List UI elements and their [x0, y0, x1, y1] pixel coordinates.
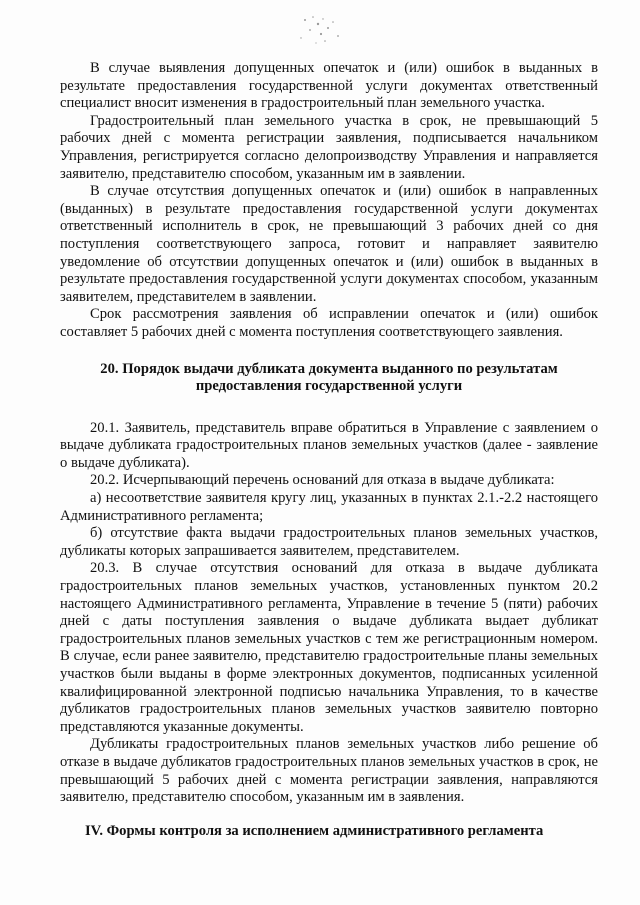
paragraph-20-1: 20.1. Заявитель, представитель вправе обратиться в Управление с заявлением о выдаче дубликата градостроительных планов земельных участков (далее - заявление о выдаче дубликата).	[60, 419, 598, 471]
paragraph-correction-changes: В случае выявления допущенных опечаток и (или) ошибок в выданных в результате предоставления государственной услуги документах ответственный специалист вносит изменения в градостроительный план земельного участка.	[60, 60, 598, 112]
scan-noise-mark	[283, 8, 358, 58]
paragraph-20-2-b: б) отсутствие факта выдачи градостроительных планов земельных участков, дубликаты которых запрашивается заявителем, представителем.	[60, 525, 598, 559]
paragraph-20-2-a: а) несоответствие заявителя кругу лиц, указанных в пунктах 2.1.-2.2 настоящего Административного регламента;	[60, 490, 598, 524]
paragraph-no-errors-notice: В случае отсутствия допущенных опечаток и (или) ошибок в направленных (выданных) в результате предоставления государственной услуги документах ответственный исполнитель в срок, не превышающий 3 рабочих дней со дня поступления соответствующего запроса, готовит и направляет заявителю уведомление об отсутствии допущенных опечаток и (или) ошибок в выданных в результате предоставления государственной услуги документах способом, указанным заявителем, представителем в заявлении.	[60, 183, 598, 305]
paragraph-gradplan-term: Градостроительный план земельного участка в срок, не превышающий 5 рабочих дней с момента регистрации заявления, подписывается начальником Управления, регистрируется согласно делопроизводству Управления и направляется заявителю, представителю способом, указанным им в заявлении.	[60, 112, 598, 182]
document-body	[60, 60, 598, 840]
paragraph-duplicates-term: Дубликаты градостроительных планов земельных участков либо решение об отказе в выдаче дубликатов градостроительных планов земельных участков в срок, не превышающий 5 рабочих дней с момента регистрации заявления, направляются заявителю, представителю способом, указанным им в заявления.	[60, 736, 598, 806]
paragraph-review-term: Срок рассмотрения заявления об исправлении опечаток и (или) ошибок составляет 5 рабочих дней с момента поступления соответствующего заявления.	[60, 306, 598, 340]
section-20-heading: 20. Порядок выдачи дубликата документа выданного по результатам предоставления государственной услуги	[100, 360, 558, 395]
paragraph-20-3: 20.3. В случае отсутствия оснований для отказа в выдаче дубликата градостроительных планов земельных участков, установленных пунктом 20.2 настоящего Административного регламента, Управление в течение 5 (пяти) рабочих дней с даты поступления заявления о выдаче дубликата выдает дубликат градостроительных планов земельных участков с тем же регистрационным номером. В случае, если ранее заявителю, представителю градостроительные планы земельных участков были выданы в форме электронных документов, подписанных усиленной квалифицированной электронной подписью начальника Управления, то в качестве дубликатов градостроительных планов земельных участков заявителю повторно представляются указанные документы.	[60, 560, 598, 735]
section-iv-heading: IV. Формы контроля за исполнением административного регламента	[85, 822, 544, 839]
paragraph-20-2: 20.2. Исчерпывающий перечень оснований для отказа в выдаче дубликата:	[90, 472, 555, 489]
